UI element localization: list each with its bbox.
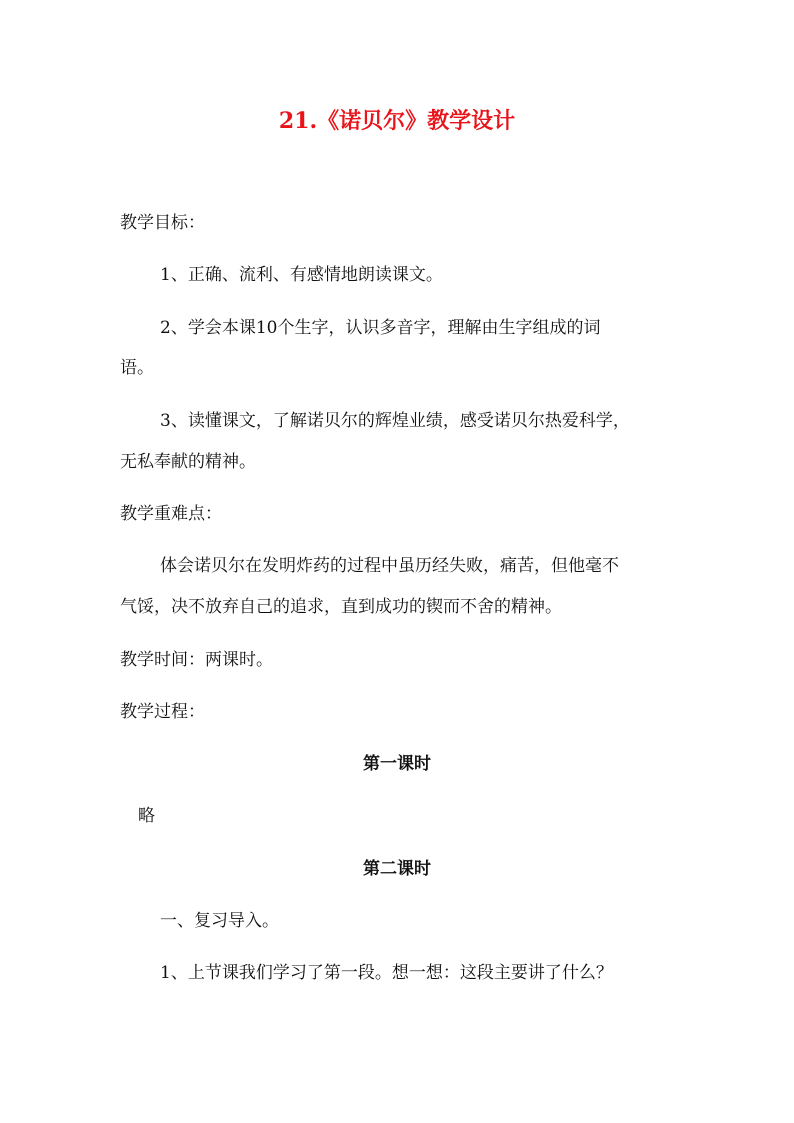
objectives-heading: 教学目标： — [120, 213, 205, 233]
objective-1: 1、正确、流利、有感情地朗读课文。 — [160, 265, 443, 285]
objective-3-line1: 3、读懂课文，了解诺贝尔的辉煌业绩，感受诺贝尔热爱科学， — [160, 411, 630, 431]
lesson1-heading: 第一课时 — [363, 754, 431, 774]
lesson1-body: 略 — [138, 806, 155, 826]
difficulty-line1: 体会诺贝尔在发明炸药的过程中虽历经失败，痛苦，但他毫不 — [160, 556, 619, 576]
difficulty-line2: 气馁，决不放弃自己的追求，直到成功的锲而不舍的精神。 — [120, 597, 562, 617]
difficulty-heading: 教学重难点： — [120, 504, 222, 524]
lesson2-heading: 第二课时 — [363, 859, 431, 879]
teaching-time: 教学时间：两课时。 — [120, 650, 273, 670]
objective-2-line2: 语。 — [120, 358, 154, 378]
document-title: 21.《诺贝尔》教学设计 — [278, 108, 516, 134]
process-heading: 教学过程： — [120, 702, 205, 722]
objective-2-line1: 2、学会本课10个生字，认识多音字，理解由生字组成的词 — [160, 318, 601, 338]
lesson2-step1: 一、复习导入。 — [160, 911, 279, 931]
objective-3-line2: 无私奉献的精神。 — [120, 452, 256, 472]
lesson2-item1: 1、上节课我们学习了第一段。想一想：这段主要讲了什么？ — [160, 963, 613, 983]
